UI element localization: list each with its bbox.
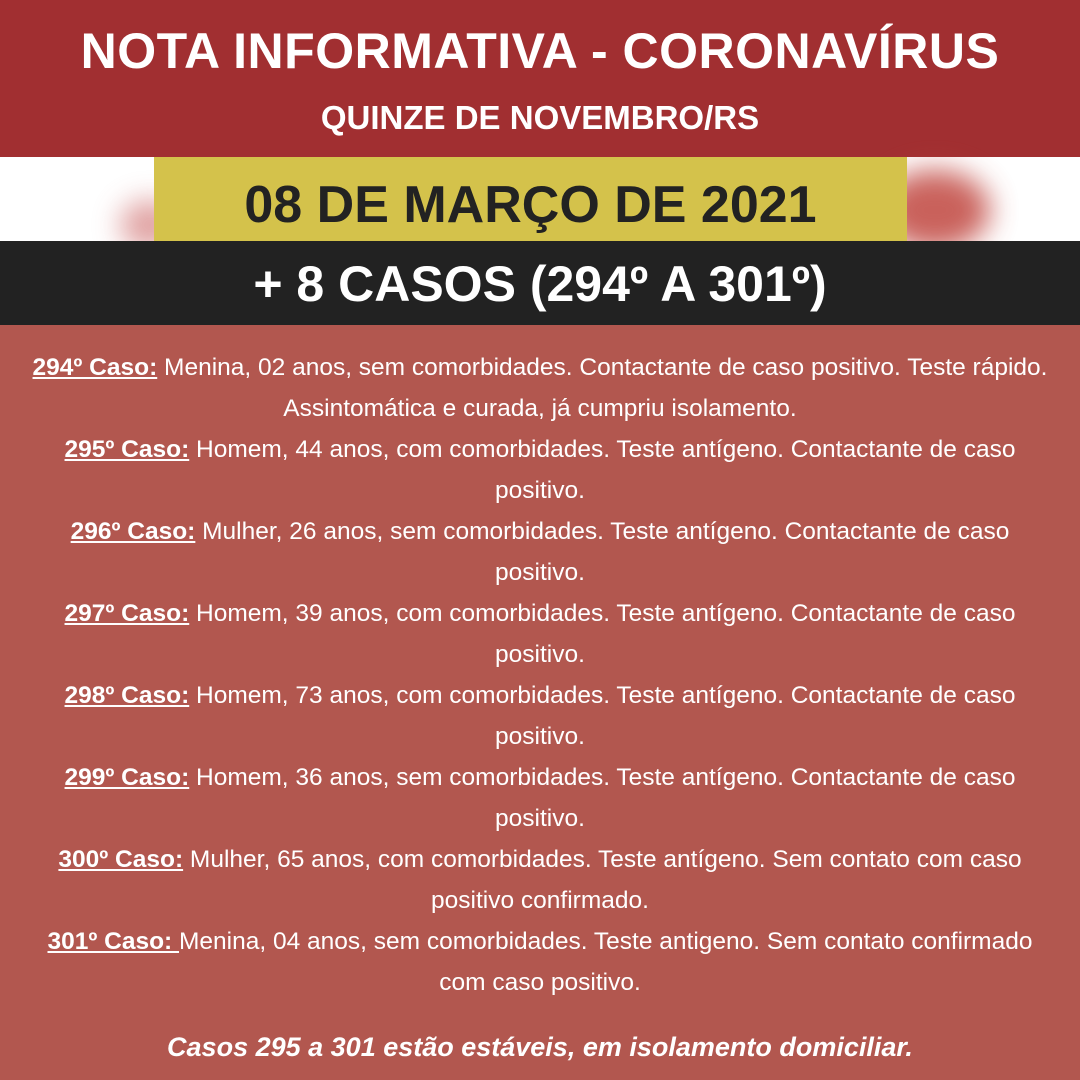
- case-item: [24, 429, 1056, 511]
- page-subtitle: QUINZE DE NOVEMBRO/RS: [320, 99, 760, 136]
- case-description: Homem, 36 anos, sem comorbidades. Teste antígeno. Contactante de caso positivo.: [189, 764, 1016, 832]
- case-item: [24, 593, 1056, 675]
- case-description: Homem, 44 anos, com comorbidades. Teste antígeno. Contactante de caso positivo.: [189, 436, 1016, 504]
- case-label: 297º Caso:: [64, 600, 190, 627]
- case-description: Menina, 02 anos, sem comorbidades. Contactante de caso positivo. Teste rápido. Assintomática e curada, já cumpriu isolamento.: [157, 354, 1048, 422]
- header-banner: [0, 0, 1080, 157]
- page-title: NOTA INFORMATIVA - CORONAVÍRUS: [80, 23, 1000, 79]
- case-label: 294º Caso:: [32, 354, 158, 381]
- status-note: Casos 295 a 301 estão estáveis, em isolamento domiciliar.: [167, 1032, 913, 1062]
- cases-summary-banner: + 8 CASOS (294º A 301º): [0, 241, 1080, 325]
- case-description: Menina, 04 anos, sem comorbidades. Teste antigeno. Sem contato confirmado com caso positivo.: [179, 928, 1033, 996]
- case-label: 301º Caso:: [47, 928, 180, 955]
- case-label: 295º Caso:: [64, 436, 190, 463]
- case-item: [24, 511, 1056, 593]
- cases-list: [24, 347, 1056, 1003]
- date-banner: 08 DE MARÇO DE 2021: [154, 157, 907, 241]
- case-label: 300º Caso:: [58, 846, 184, 873]
- case-description: Homem, 39 anos, com comorbidades. Teste antígeno. Contactante de caso positivo.: [189, 600, 1016, 668]
- cases-panel: [0, 325, 1080, 1080]
- case-description: Mulher, 26 anos, sem comorbidades. Teste antígeno. Contactante de caso positivo.: [195, 518, 1010, 586]
- case-label: 296º Caso:: [70, 518, 196, 545]
- case-item: [24, 839, 1056, 921]
- case-item: [24, 347, 1056, 429]
- case-item: [24, 921, 1056, 1003]
- case-item: [24, 675, 1056, 757]
- case-item: [24, 757, 1056, 839]
- case-label: 299º Caso:: [64, 764, 190, 791]
- case-description: Homem, 73 anos, com comorbidades. Teste antígeno. Contactante de caso positivo.: [189, 682, 1016, 750]
- case-label: 298º Caso:: [64, 682, 190, 709]
- case-description: Mulher, 65 anos, com comorbidades. Teste antígeno. Sem contato com caso positivo confirmado.: [183, 846, 1022, 914]
